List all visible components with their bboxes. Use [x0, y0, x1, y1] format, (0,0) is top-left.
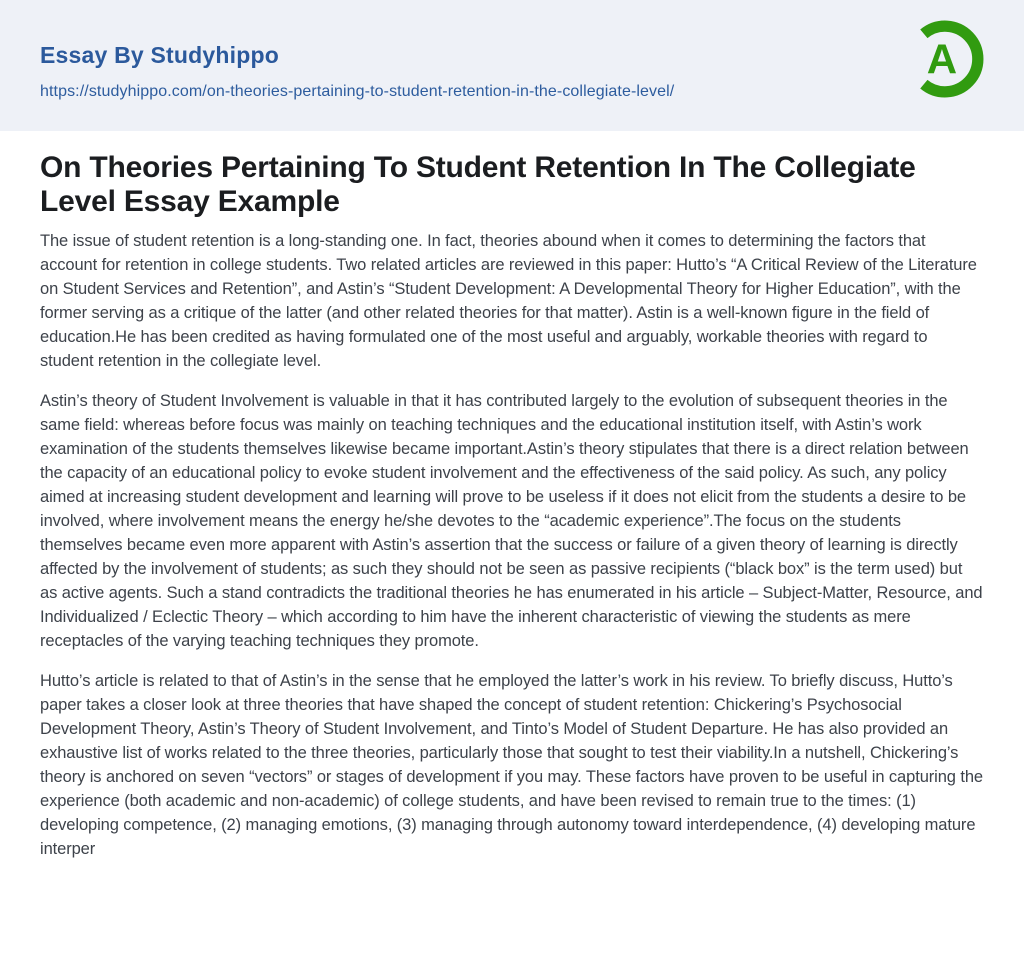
header-text-block — [40, 0, 906, 101]
page-url-link[interactable]: https://studyhippo.com/on-theories-pertaining-to-student-retention-in-the-collegiate-level/ — [40, 83, 675, 100]
essay-paragraph: Hutto’s article is related to that of Astin’s in the sense that he employed the latter’s work in his review. To briefly discuss, Hutto’s paper takes a closer look at three theories that have shaped the concept of student retention: Chickering’s Psychosocial Development Theory, Astin’s Theory of Student Involvement, and Tinto’s Model of Student Departure. He has also provided an exhaustive list of works related to the three theories, particularly those that sought to test their viability.In a nutshell, Chickering’s theory is anchored on seven “vectors” or stages of development if you may. These factors have proven to be useful in capturing the experience (both academic and non-academic) of college students, and have been revised to remain true to the times: (1) developing competence, (2) managing emotions, (3) managing through autonomy toward interdependence, (4) developing mature interper — [40, 672, 984, 858]
essay-paragraph: The issue of student retention is a long-standing one. In fact, theories abound when it comes to determining the factors that account for retention in college students. Two related articles are reviewed in this paper: Hutto’s “A Critical Review of the Literature on Student Services and Retention”, and Astin’s “Student Development: A Developmental Theory for Higher Education”, with the former serving as a critique of the latter (and other related theories for that matter). Astin is a well-known figure in the field of education.He has been credited as having formulated one of the most useful and arguably, workable theories with regard to student retention in the collegiate level. — [40, 232, 977, 370]
site-title: Essay By Studyhippo — [40, 42, 279, 68]
essay-content — [0, 151, 1024, 861]
essay-title: On Theories Pertaining To Student Retention In The Collegiate Level Essay Example — [40, 151, 916, 218]
essay-paragraph: Astin’s theory of Student Involvement is valuable in that it has contributed largely to the evolution of subsequent theories in the same field: whereas before focus was mainly on teaching techniques and the educational institution itself, with Astin’s work examination of the students themselves likewise became important.Astin’s theory stipulates that there is a direct relation between the capacity of an educational policy to evoke student involvement and the effectiveness of the said policy. As such, any policy aimed at increasing student development and learning will prove to be useless if it does not elicit from the students a desire to be involved, where involvement means the energy he/she devotes to the “academic experience”.The focus on the students themselves became even more apparent with Astin’s assertion that the success or failure of a given theory of learning is directly affected by the involvement of students; as such they should not be seen as passive recipients (“black box” is the term used) but as active agents. Such a stand contradicts the traditional theories he has enumerated in his article – Subject-Matter, Resource, and Individualized / Eclectic Theory – which according to him have the inherent characteristic of viewing the students as mere receptacles of the varying teaching techniques they promote. — [40, 392, 983, 650]
page-header — [0, 0, 1024, 131]
logo-letter: A — [926, 35, 958, 83]
logo-arc-icon — [906, 20, 984, 98]
studyhippo-logo — [906, 20, 984, 98]
